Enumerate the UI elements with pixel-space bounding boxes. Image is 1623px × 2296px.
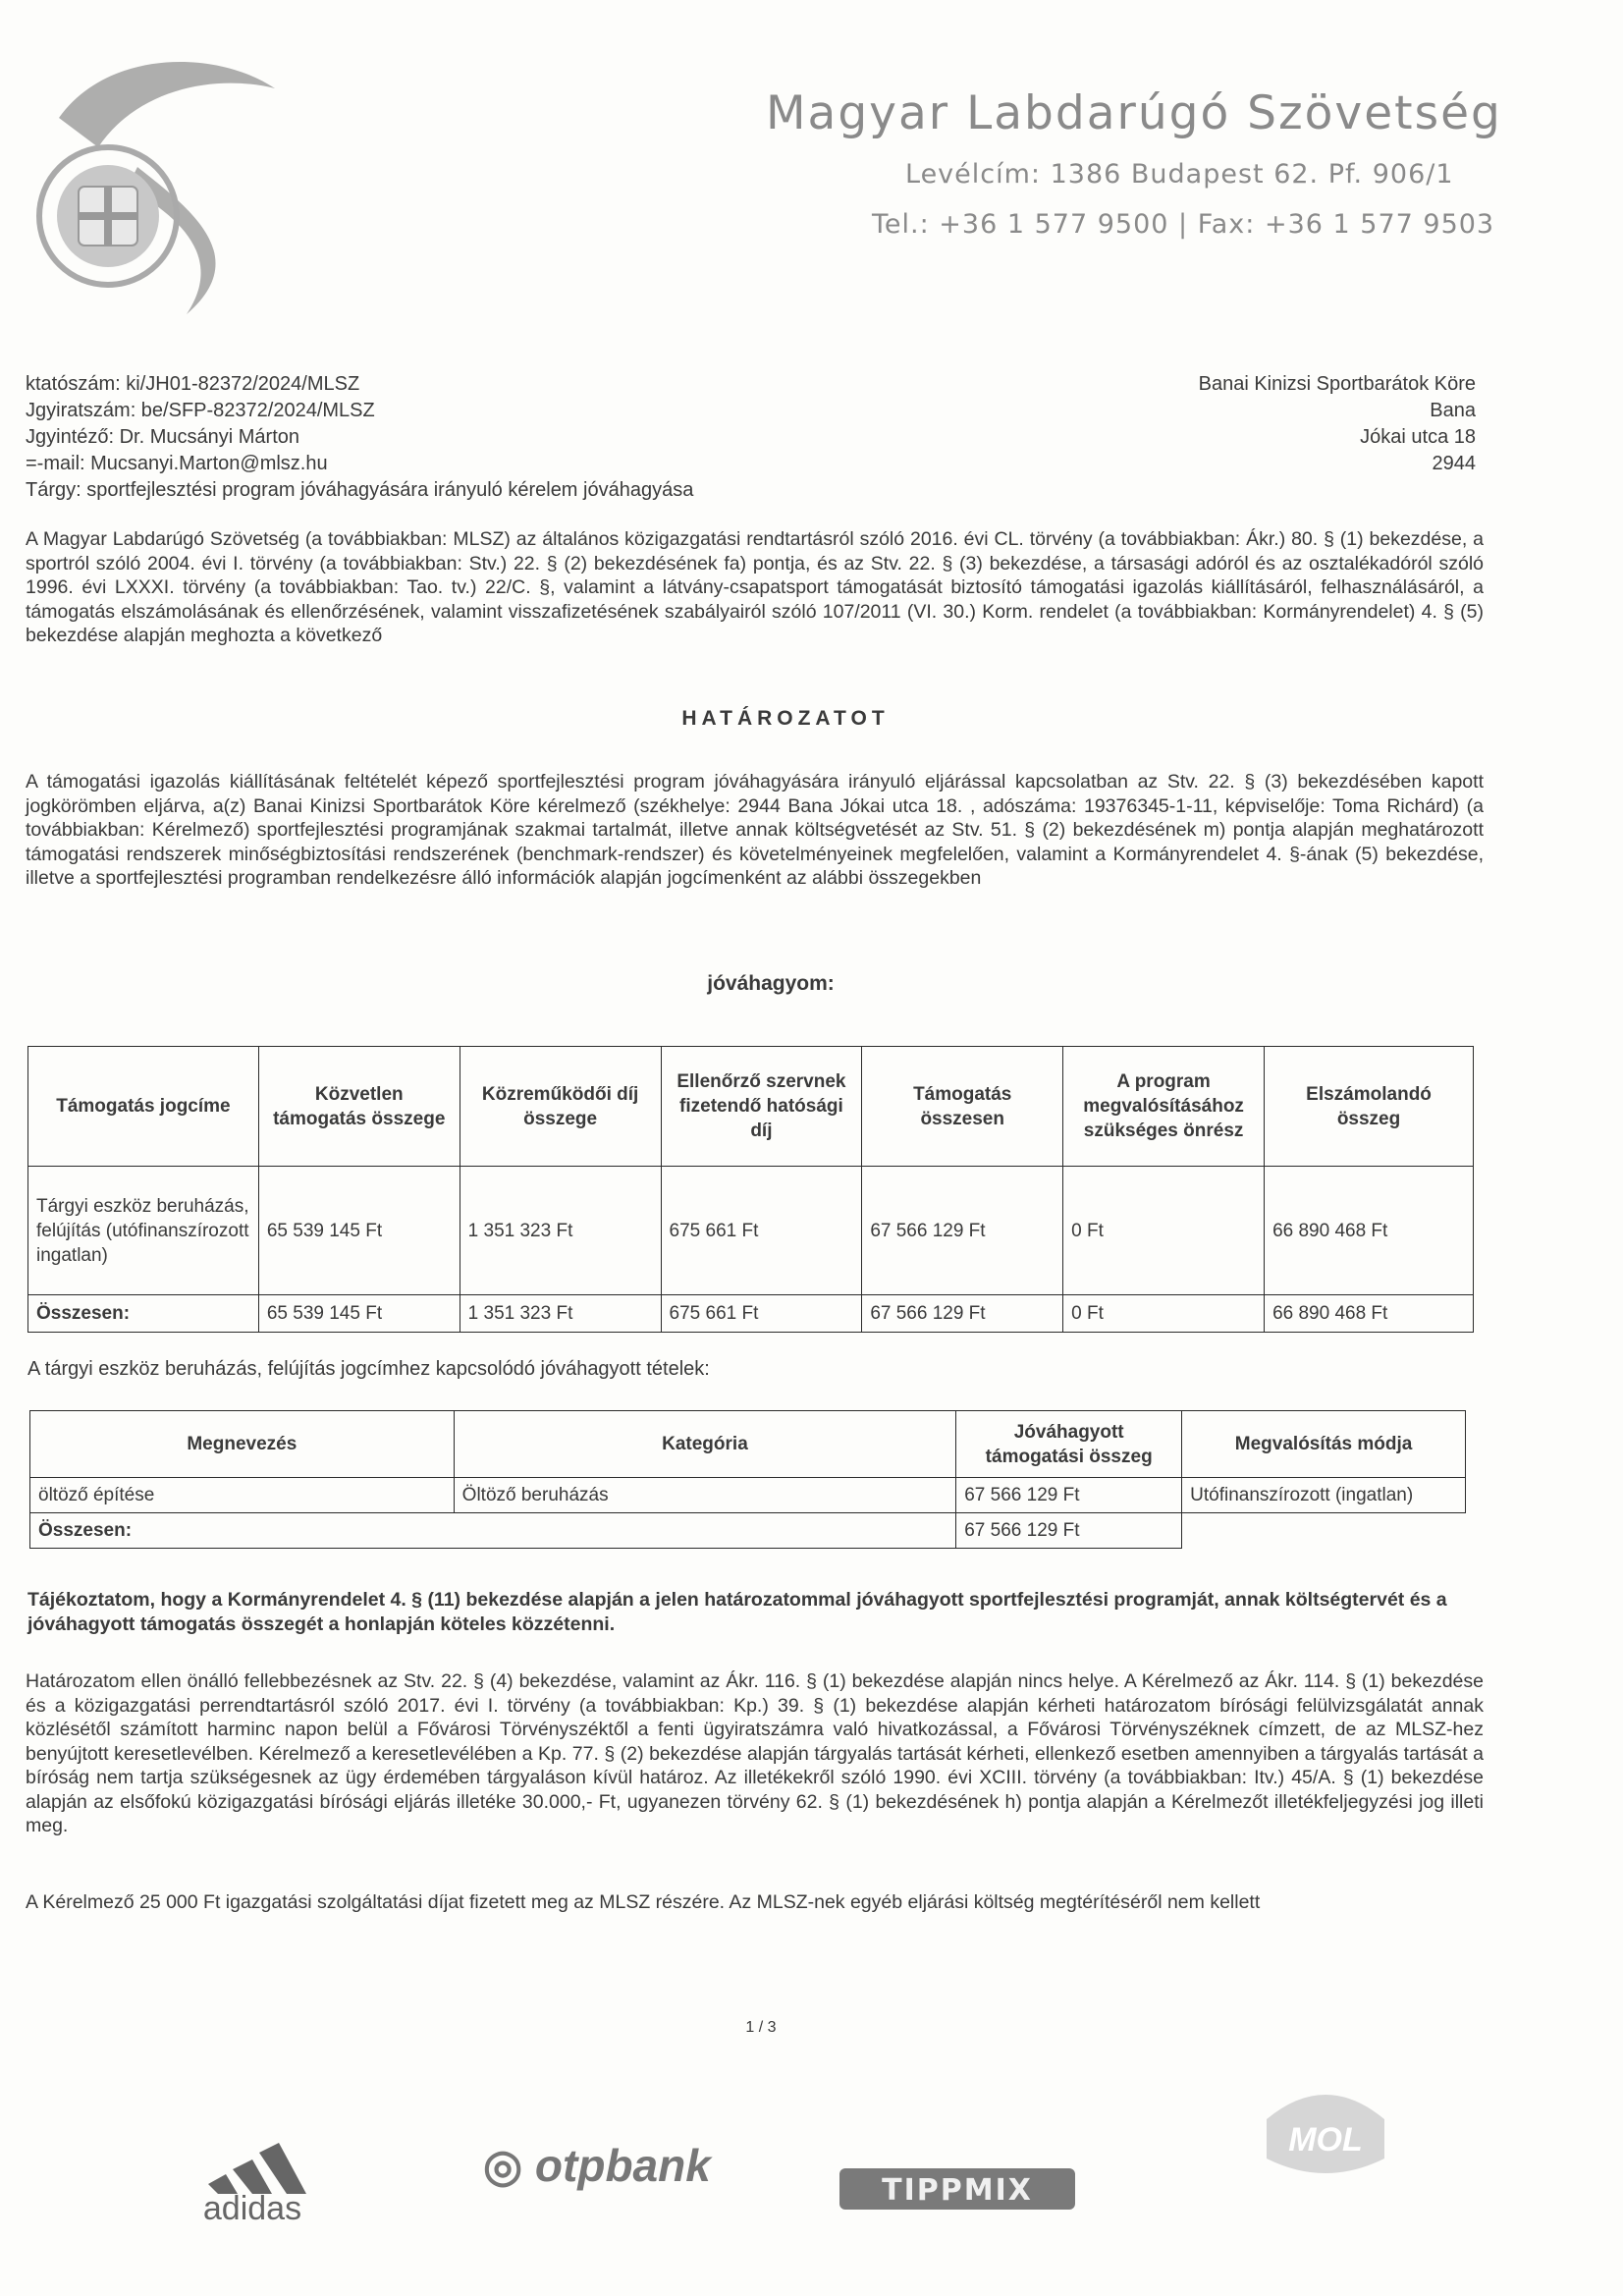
table-cell: 1 351 323 Ft <box>460 1295 661 1333</box>
org-contact: Tel.: +36 1 577 9500 | Fax: +36 1 577 9503 <box>872 209 1495 240</box>
column-header: Támogatás összesen <box>862 1047 1063 1167</box>
mlsz-logo <box>20 29 314 324</box>
table-cell: 0 Ft <box>1063 1295 1265 1333</box>
org-name: Magyar Labdarúgó Szövetség <box>766 86 1502 140</box>
table-cell: 675 661 Ft <box>661 1167 862 1295</box>
page-number: 1 / 3 <box>745 2019 777 2036</box>
fee-paragraph: A Kérelmező 25 000 Ft igazgatási szolgáltatási díjat fizetett meg az MLSZ részére. Az MLSZ-nek egyéb eljárási költség megtérítéséről nem kellett <box>26 1891 1261 1913</box>
otp-wordmark: otpbank <box>534 2140 711 2191</box>
column-header: A program megvalósításához szükséges önrész <box>1063 1047 1265 1167</box>
table-cell: 67 566 129 Ft <box>956 1478 1182 1513</box>
column-header: Megnevezés <box>30 1411 455 1478</box>
table-cell: 67 566 129 Ft <box>862 1295 1063 1333</box>
column-header: Támogatás jogcíme <box>28 1047 259 1167</box>
tippmix-wordmark: TIPPMIX <box>882 2173 1033 2208</box>
table-cell: Öltöző beruházás <box>454 1478 956 1513</box>
table-cell: Összesen: <box>28 1295 259 1333</box>
column-header: Elszámolandó összeg <box>1265 1047 1474 1167</box>
otp-swirl-icon: ◎ <box>483 2140 523 2191</box>
mol-logo <box>1247 2080 1404 2188</box>
reference-block <box>26 371 693 504</box>
reference-line: ktatószám: ki/JH01-82372/2024/MLSZ <box>26 373 360 395</box>
table-cell: 65 539 145 Ft <box>258 1295 460 1333</box>
column-header: Jóváhagyott támogatási összeg <box>956 1411 1182 1478</box>
column-header: Ellenőrző szervnek fizetendő hatósági díj <box>661 1047 862 1167</box>
table-cell: 66 890 468 Ft <box>1265 1167 1474 1295</box>
tippmix-logo <box>839 2168 1075 2210</box>
table-cell: 1 351 323 Ft <box>460 1167 661 1295</box>
resolution-title: HATÁROZATOT <box>681 707 890 730</box>
empty-cell <box>1182 1513 1466 1549</box>
table-cell: öltöző építése <box>30 1478 455 1513</box>
table-cell: 67 566 129 Ft <box>862 1167 1063 1295</box>
table-cell: Utófinanszírozott (ingatlan) <box>1182 1478 1466 1513</box>
table-row <box>28 1167 1474 1295</box>
table-cell: 67 566 129 Ft <box>956 1513 1182 1549</box>
table-cell: Összesen: <box>30 1513 956 1549</box>
column-header: Közreműködői díj összege <box>460 1047 661 1167</box>
items-table-header-row <box>30 1411 1466 1478</box>
table-cell: Tárgyi eszköz beruházás, felújítás (utófinanszírozott ingatlan) <box>28 1167 259 1295</box>
total-row <box>30 1513 1466 1549</box>
grant-table <box>27 1046 1474 1333</box>
otp-logo <box>483 2139 711 2192</box>
adidas-wordmark: adidas <box>202 2190 302 2223</box>
recipient-line: Banai Kinizsi Sportbarátok Köre <box>1198 373 1476 395</box>
recipient-line: Bana <box>1430 400 1476 421</box>
appeal-paragraph: Határozatom ellen önálló fellebbezésnek az Stv. 22. § (4) bekezdése, valamint az Ákr. 116. § (1) bekezdése alapján nincs helye. A Kérelmező az Ákr. 114. § (1) bekezdése és a közigazgatási perrendtartásról szóló 2017. évi I. törvény (a továbbiakban: Kp.) 39. § (1) bekezdése alapján kérheti határozatom bírósági felülvizsgálatát annak közlésétől számított harminc napon belül a Fővárosi Törvényszéktől a fenti ügyiratszámra való hivatkozással, a Fővárosi Törvényszéknek címzett, de az MLSZ-hez benyújtott keresetlevélben. Kérelmező a keresetlevélében a Kp. 77. § (2) bekezdése alapján tárgyalás tartását kérheti, ellenkező esetben amennyiben a tárgyalás tartását a bíróság nem tartja szükségesnek az ügy érdemében tárgyaláson kívül határoz. Az illetékekről szóló 1990. évi XCIII. törvény (a továbbiakban: Itv.) 45/A. § (1) bekezdése alapján az elsőfokú közigazgatási bírósági eljárás illetéke 30.000,- Ft, ugyanezen törvény 62. § (1) bekezdésének h) pontja alapján a Kérelmezőt illetékfeljegyzési jog illeti meg. <box>26 1670 1484 1836</box>
recipient-line: Jókai utca 18 <box>1360 426 1476 448</box>
table-cell: 65 539 145 Ft <box>258 1167 460 1295</box>
table-cell: 675 661 Ft <box>661 1295 862 1333</box>
items-table <box>29 1410 1466 1549</box>
recipient-line: 2944 <box>1432 453 1476 474</box>
recipient-block <box>1199 371 1476 477</box>
table-cell: 66 890 468 Ft <box>1265 1295 1474 1333</box>
notice-paragraph: Tájékoztatom, hogy a Kormányrendelet 4. § (11) bekezdése alapján a jelen határozatommal jóváhagyott sportfejlesztési programját, annak költségtervét és a jóváhagyott támogatás összegét a honlapján köteles közzétenni. <box>27 1589 1447 1635</box>
total-row <box>28 1295 1474 1333</box>
table-cell: 0 Ft <box>1063 1167 1265 1295</box>
column-header: Megvalósítás módja <box>1182 1411 1466 1478</box>
decision-paragraph: A támogatási igazolás kiállításának feltételét képező sportfejlesztési program jóváhagyására irányuló eljárással kapcsolatban az Stv. 22. § (3) bekezdésében kapott jogkörömben eljárva, a(z) Banai Kinizsi Sportbarátok Köre kérelmező (székhelye: 2944 Bana Jókai utca 18. , adószáma: 19376345-1-11, képviselője: Toma Richárd) (a továbbiakban: Kérelmező) sportfejlesztési programjának szakmai tartalmát, illetve annak költségvetését az Stv. 51. § (2) bekezdésének m) pontja alapján meghatározott támogatási rendszerek minőségbiztosítási rendszerének (benchmark-rendszer) és követelményeinek megfelelően, valamint a Kormányrendelet 4. §-ának (5) bekezdése, illetve a sportfejlesztési programban rendelkezésre álló információk alapján jogcímenként az alábbi összegekben <box>26 771 1484 889</box>
mol-wordmark: MOL <box>1288 2121 1363 2159</box>
column-header: Kategória <box>454 1411 956 1478</box>
items-intro: A tárgyi eszköz beruházás, felújítás jogcímhez kapcsolódó jóváhagyott tételek: <box>27 1358 710 1380</box>
intro-paragraph: A Magyar Labdarúgó Szövetség (a továbbiakban: MLSZ) az általános közigazgatási rendtartásról szóló 2016. évi CL. törvény (a továbbiakban: Ákr.) 80. § (1) bekezdése, a sportról szóló 2004. évi I. törvény (a továbbiakban: Stv.) 22. § (2) bekezdésének fa) pontja, és az Stv. 22. § (3) bekezdése, a társasági adóról és az osztalékadóról szóló 1996. évi LXXXI. törvény (a továbbiakban: Tao. tv.) 22/C. §, valamint a látvány-csapatsport támogatását biztosító támogatási igazolás kiállításáról, felhasználásáról, a támogatás elszámolásának és ellenőrzésének, valamint visszafizetésének szabályairól szóló 107/2011 (VI. 30.) Korm. rendelet (a továbbiakban: Kormányrendelet) 4. § (5) bekezdése alapján meghozta a következő <box>26 528 1484 646</box>
reference-line: =-mail: Mucsanyi.Marton@mlsz.hu <box>26 453 328 474</box>
table-row <box>30 1478 1466 1513</box>
org-address: Levélcím: 1386 Budapest 62. Pf. 906/1 <box>905 159 1454 190</box>
reference-line: Jgyintéző: Dr. Mucsányi Márton <box>26 426 299 448</box>
reference-line: Tárgy: sportfejlesztési program jóváhagyására irányuló kérelem jóváhagyása <box>26 479 694 501</box>
approve-title: jóváhagyom: <box>707 972 835 995</box>
grant-table-header-row <box>28 1047 1474 1167</box>
reference-line: Jgyiratszám: be/SFP-82372/2024/MLSZ <box>26 400 375 421</box>
column-header: Közvetlen támogatás összege <box>258 1047 460 1167</box>
adidas-logo <box>169 2115 336 2223</box>
